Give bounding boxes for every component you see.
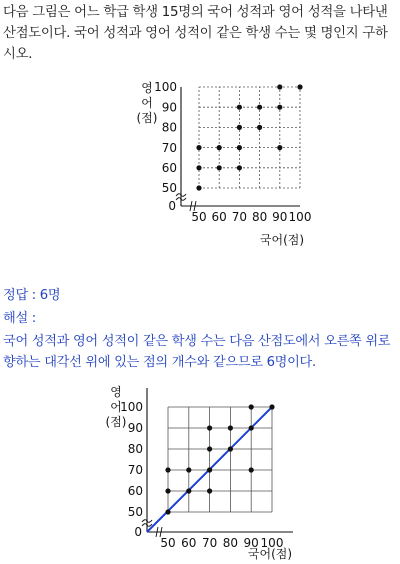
scatter-plot-question: [0, 76, 400, 276]
data-point: [165, 467, 170, 472]
origin-label: 0: [168, 199, 176, 214]
y-axis-label: 어: [110, 400, 122, 414]
data-point: [237, 105, 242, 110]
data-point: [207, 446, 212, 451]
y-tick-label: 100: [120, 400, 143, 415]
solution-label: 해설 :: [3, 311, 36, 326]
y-tick-label: 70: [127, 463, 143, 478]
data-point: [228, 425, 233, 430]
x-tick-label: 60: [211, 210, 227, 224]
x-axis-label: 국어(점): [259, 233, 305, 247]
data-point: [207, 425, 212, 430]
data-point: [237, 125, 242, 130]
question-text: 다음 그림은 어느 학급 학생 15명의 국어 성적과 영어 성적을 나타낸 산점도이다. 국어 성적과 영어 성적이 같은 학생 수는 몇 명인지 구하시오.: [3, 5, 388, 62]
answer-text: 정답 : 6명: [3, 288, 61, 303]
data-point: [237, 145, 242, 150]
data-point: [207, 467, 212, 472]
y-tick-label: 80: [161, 120, 177, 135]
y-tick-label: 90: [127, 421, 143, 436]
data-point: [249, 404, 254, 409]
data-point: [257, 125, 262, 130]
y-tick-label: 60: [161, 161, 177, 175]
data-point: [269, 404, 274, 409]
data-point: [277, 105, 282, 110]
y-tick-label: 90: [161, 100, 177, 115]
data-point: [277, 84, 282, 89]
x-tick-label: 70: [231, 210, 248, 224]
data-point: [207, 488, 212, 493]
data-point: [186, 467, 191, 472]
x-tick-label: 90: [243, 536, 259, 550]
data-point: [217, 165, 222, 170]
data-point: [196, 165, 201, 170]
x-tick-label: 90: [272, 210, 288, 224]
x-tick-label: 100: [288, 210, 312, 224]
origin-label: 0: [134, 525, 142, 540]
y-axis-label: 영: [141, 81, 153, 95]
y-tick-label: 100: [154, 80, 177, 95]
x-tick-label: 80: [251, 210, 268, 224]
y-tick-label: 50: [161, 181, 177, 196]
solution-text: 국어 성적과 영어 성적이 같은 학생 수는 다음 산점도에서 오른쪽 위로 향하는 대각선 위에 있는 점의 개수와 같으므로 6명이다.: [3, 334, 391, 370]
data-point: [228, 446, 233, 451]
data-point: [297, 84, 302, 89]
data-point: [196, 145, 201, 150]
y-tick-label: 70: [161, 140, 177, 155]
y-axis-label: (점): [136, 111, 158, 125]
y-tick-label: 80: [127, 442, 143, 457]
data-point: [257, 105, 262, 110]
y-axis-label: 어: [141, 96, 153, 110]
x-tick-label: 50: [160, 536, 176, 550]
x-tick-label: 80: [222, 536, 239, 550]
x-tick-label: 50: [191, 210, 207, 224]
data-point: [196, 185, 201, 190]
x-axis-label: 국어(점): [247, 547, 293, 561]
x-tick-label: 60: [181, 536, 197, 550]
data-point: [237, 165, 242, 170]
y-tick-label: 50: [127, 505, 143, 520]
data-point: [277, 145, 282, 150]
data-point: [186, 488, 191, 493]
scatter-plot-solution: [0, 374, 400, 564]
data-point: [217, 145, 222, 150]
data-point: [249, 467, 254, 472]
x-tick-label: 70: [201, 536, 218, 550]
data-point: [165, 488, 170, 493]
y-axis-label: (점): [105, 415, 127, 429]
x-tick-label: 100: [260, 536, 284, 550]
y-tick-label: 60: [127, 484, 143, 499]
data-point: [249, 425, 254, 430]
y-axis-label: 영: [110, 385, 122, 399]
data-point: [165, 509, 170, 514]
